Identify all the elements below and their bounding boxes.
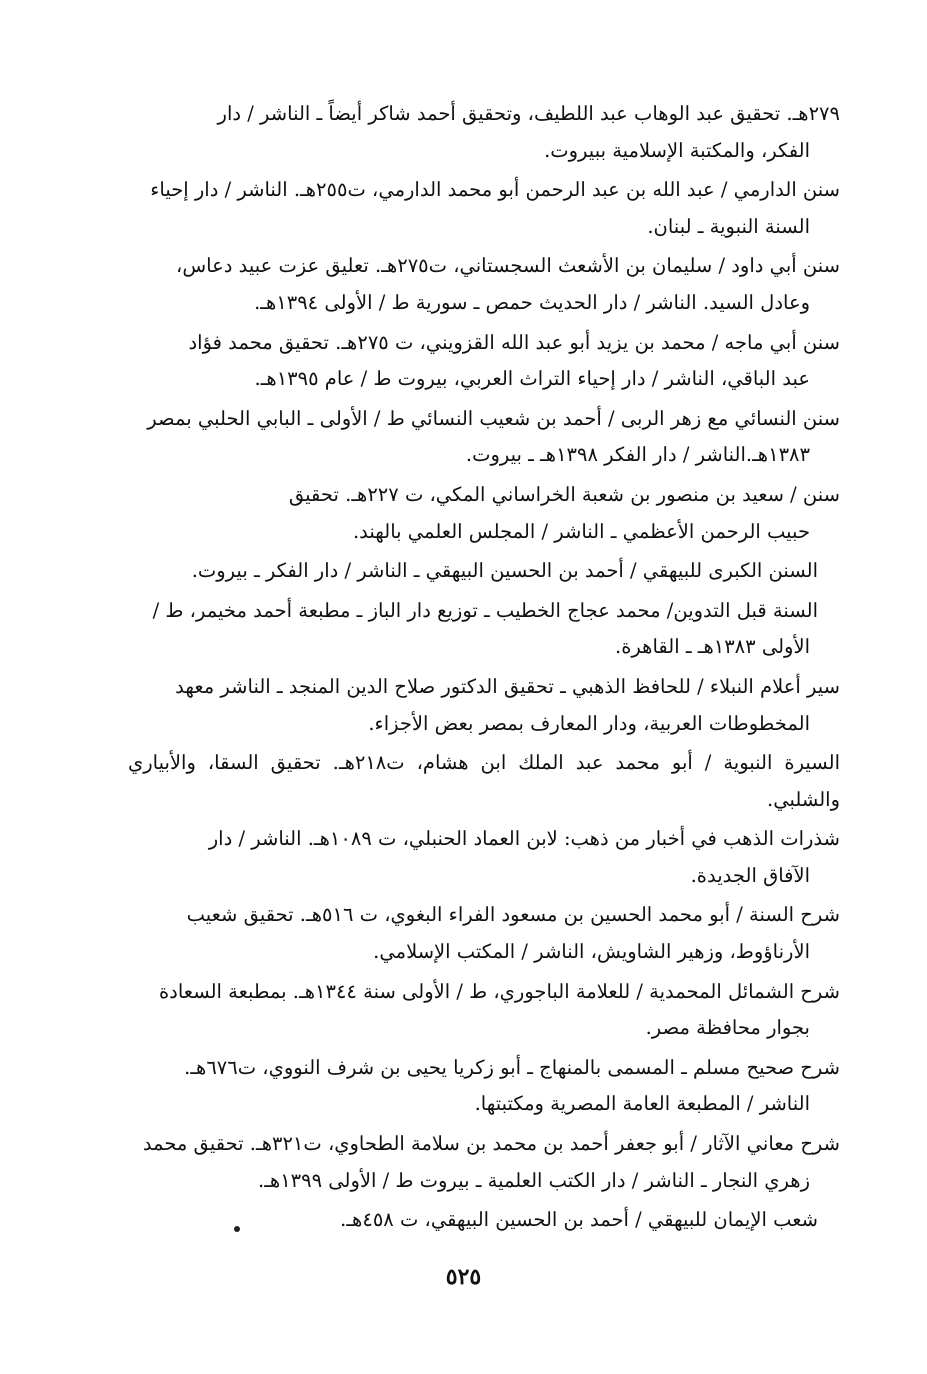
entry-continuation: الفكر، والمكتبة الإسلامية ببيروت.: [544, 138, 810, 162]
entry-continuation: الأرناؤوط، وزهير الشاويش، الناشر / المكتب الإسلامي.: [373, 940, 810, 964]
entry-continuation: عبد الباقي، الناشر / دار إحياء التراث العربي، بيروت ط / عام ١٣٩٥هـ.: [254, 367, 810, 391]
bibliography-entry: [128, 669, 840, 742]
bibliography-entry: [128, 248, 840, 321]
bibliography-entry: [128, 96, 840, 169]
ink-dot: [234, 1226, 240, 1232]
entry-first-line: شذرات الذهب في أخبار من ذهب: لابن العماد الحنبلي، ت ١٠٨٩هـ. الناشر / دار: [208, 827, 840, 851]
entry-first-line: شرح معاني الآثار / أبو جعفر أحمد بن محمد بن سلامة الطحاوي، ت٣٢١هـ. تحقيق محمد: [142, 1132, 840, 1156]
entry-first-line: السيرة النبوية / أبو محمد عبد الملك ابن هشام، ت٢١٨هـ. تحقيق السقا، والأبياري والشلبي.: [128, 751, 840, 811]
entry-first-line: ٢٧٩هـ. تحقيق عبد الوهاب عبد اللطيف، وتحقيق أحمد شاكر أيضاً ـ الناشر / دار: [217, 102, 840, 125]
bibliography-entry: [128, 1126, 840, 1199]
entry-continuation: بجوار محافظة مصر.: [645, 1016, 810, 1040]
entry-continuation: السنة النبوية ـ لبنان.: [647, 214, 810, 238]
bibliography-entry: [128, 325, 840, 398]
entry-continuation: الأولى ١٣٨٣هـ ـ القاهرة.: [615, 635, 810, 659]
entry-first-line: سنن / سعيد بن منصور بن شعبة الخراساني المكي، ت ٢٢٧هـ. تحقيق: [288, 482, 840, 506]
bibliography-entry: [128, 593, 840, 666]
entry-first-line: سنن أبي داود / سليمان بن الأشعث السجستاني، ت٢٧٥هـ. تعليق عزت عبيد دعاس،: [176, 254, 840, 278]
entry-first-line: شرح الشمائل المحمدية / للعلامة الباجوري، ط / الأولى سنة ١٣٤٤هـ. بمطبعة السعادة: [158, 979, 840, 1003]
bibliography-entry: [128, 897, 840, 970]
entry-first-line: السنن الكبرى للبيهقي / أحمد بن الحسين البيهقي ـ الناشر / دار الفكر ـ بيروت.: [191, 559, 818, 583]
bibliography-entry: [128, 821, 840, 894]
entry-first-line: سنن النسائي مع زهر الربى / أحمد بن شعيب النسائي ط / الأولى ـ البابي الحلبي بمصر: [147, 406, 840, 430]
entry-first-line: سنن أبي ماجه / محمد بن يزيد أبو عبد الله القزويني، ت ٢٧٥هـ. تحقيق محمد فؤاد: [188, 330, 840, 354]
bibliography-entry: [128, 401, 840, 474]
entry-continuation: الناشر / المطبعة العامة المصرية ومكتبتها.: [474, 1092, 810, 1116]
bibliography-entry: [128, 1202, 840, 1239]
entry-first-line: شرح صحيح مسلم ـ المسمى بالمنهاج ـ أبو زكريا يحيى بن شرف النووي، ت٦٧٦هـ.: [184, 1055, 840, 1079]
entry-first-line: السنة قبل التدوين/ محمد عجاج الخطيب ـ توزيع دار الباز ـ مطبعة أحمد مخيمر، ط /: [152, 598, 818, 622]
bibliography-list: [128, 96, 840, 1242]
bibliography-entry: [128, 1050, 840, 1123]
entry-first-line: شرح السنة / أبو محمد الحسين بن مسعود الفراء البغوي، ت ٥١٦هـ. تحقيق شعيب: [186, 903, 840, 927]
bibliography-entry: [128, 553, 840, 590]
entry-continuation: حبيب الرحمن الأعظمي ـ الناشر / المجلس العلمي بالهند.: [352, 519, 810, 543]
page-number: ٥٢٥: [445, 1264, 482, 1290]
bibliography-entry: [128, 974, 840, 1047]
bibliography-entry: [128, 745, 840, 818]
entry-continuation: زهري النجار ـ الناشر / دار الكتب العلمية ـ بيروت ط / الأولى ١٣٩٩هـ.: [258, 1168, 810, 1192]
entry-continuation: ١٣٨٣هـ.الناشر / دار الفكر ١٣٩٨هـ ـ بيروت.: [465, 443, 810, 467]
bibliography-entry: [128, 477, 840, 550]
entry-first-line: سنن الدارمي / عبد الله بن عبد الرحمن أبو محمد الدارمي، ت٢٥٥هـ. الناشر / دار إحياء: [150, 178, 840, 202]
entry-continuation: الآفاق الجديدة.: [690, 863, 810, 887]
entry-continuation: المخطوطات العربية، ودار المعارف بمصر بعض الأجزاء.: [368, 711, 810, 735]
bibliography-entry: [128, 172, 840, 245]
entry-first-line: سير أعلام النبلاء / للحافظ الذهبي ـ تحقيق الدكتور صلاح الدين المنجد ـ الناشر معهد: [175, 674, 840, 698]
entry-continuation: وعادل السيد. الناشر / دار الحديث حمص ـ سورية ط / الأولى ١٣٩٤هـ.: [254, 290, 810, 314]
entry-first-line: شعب الإيمان للبيهقي / أحمد بن الحسين البيهقي، ت ٤٥٨هـ.: [340, 1208, 818, 1232]
